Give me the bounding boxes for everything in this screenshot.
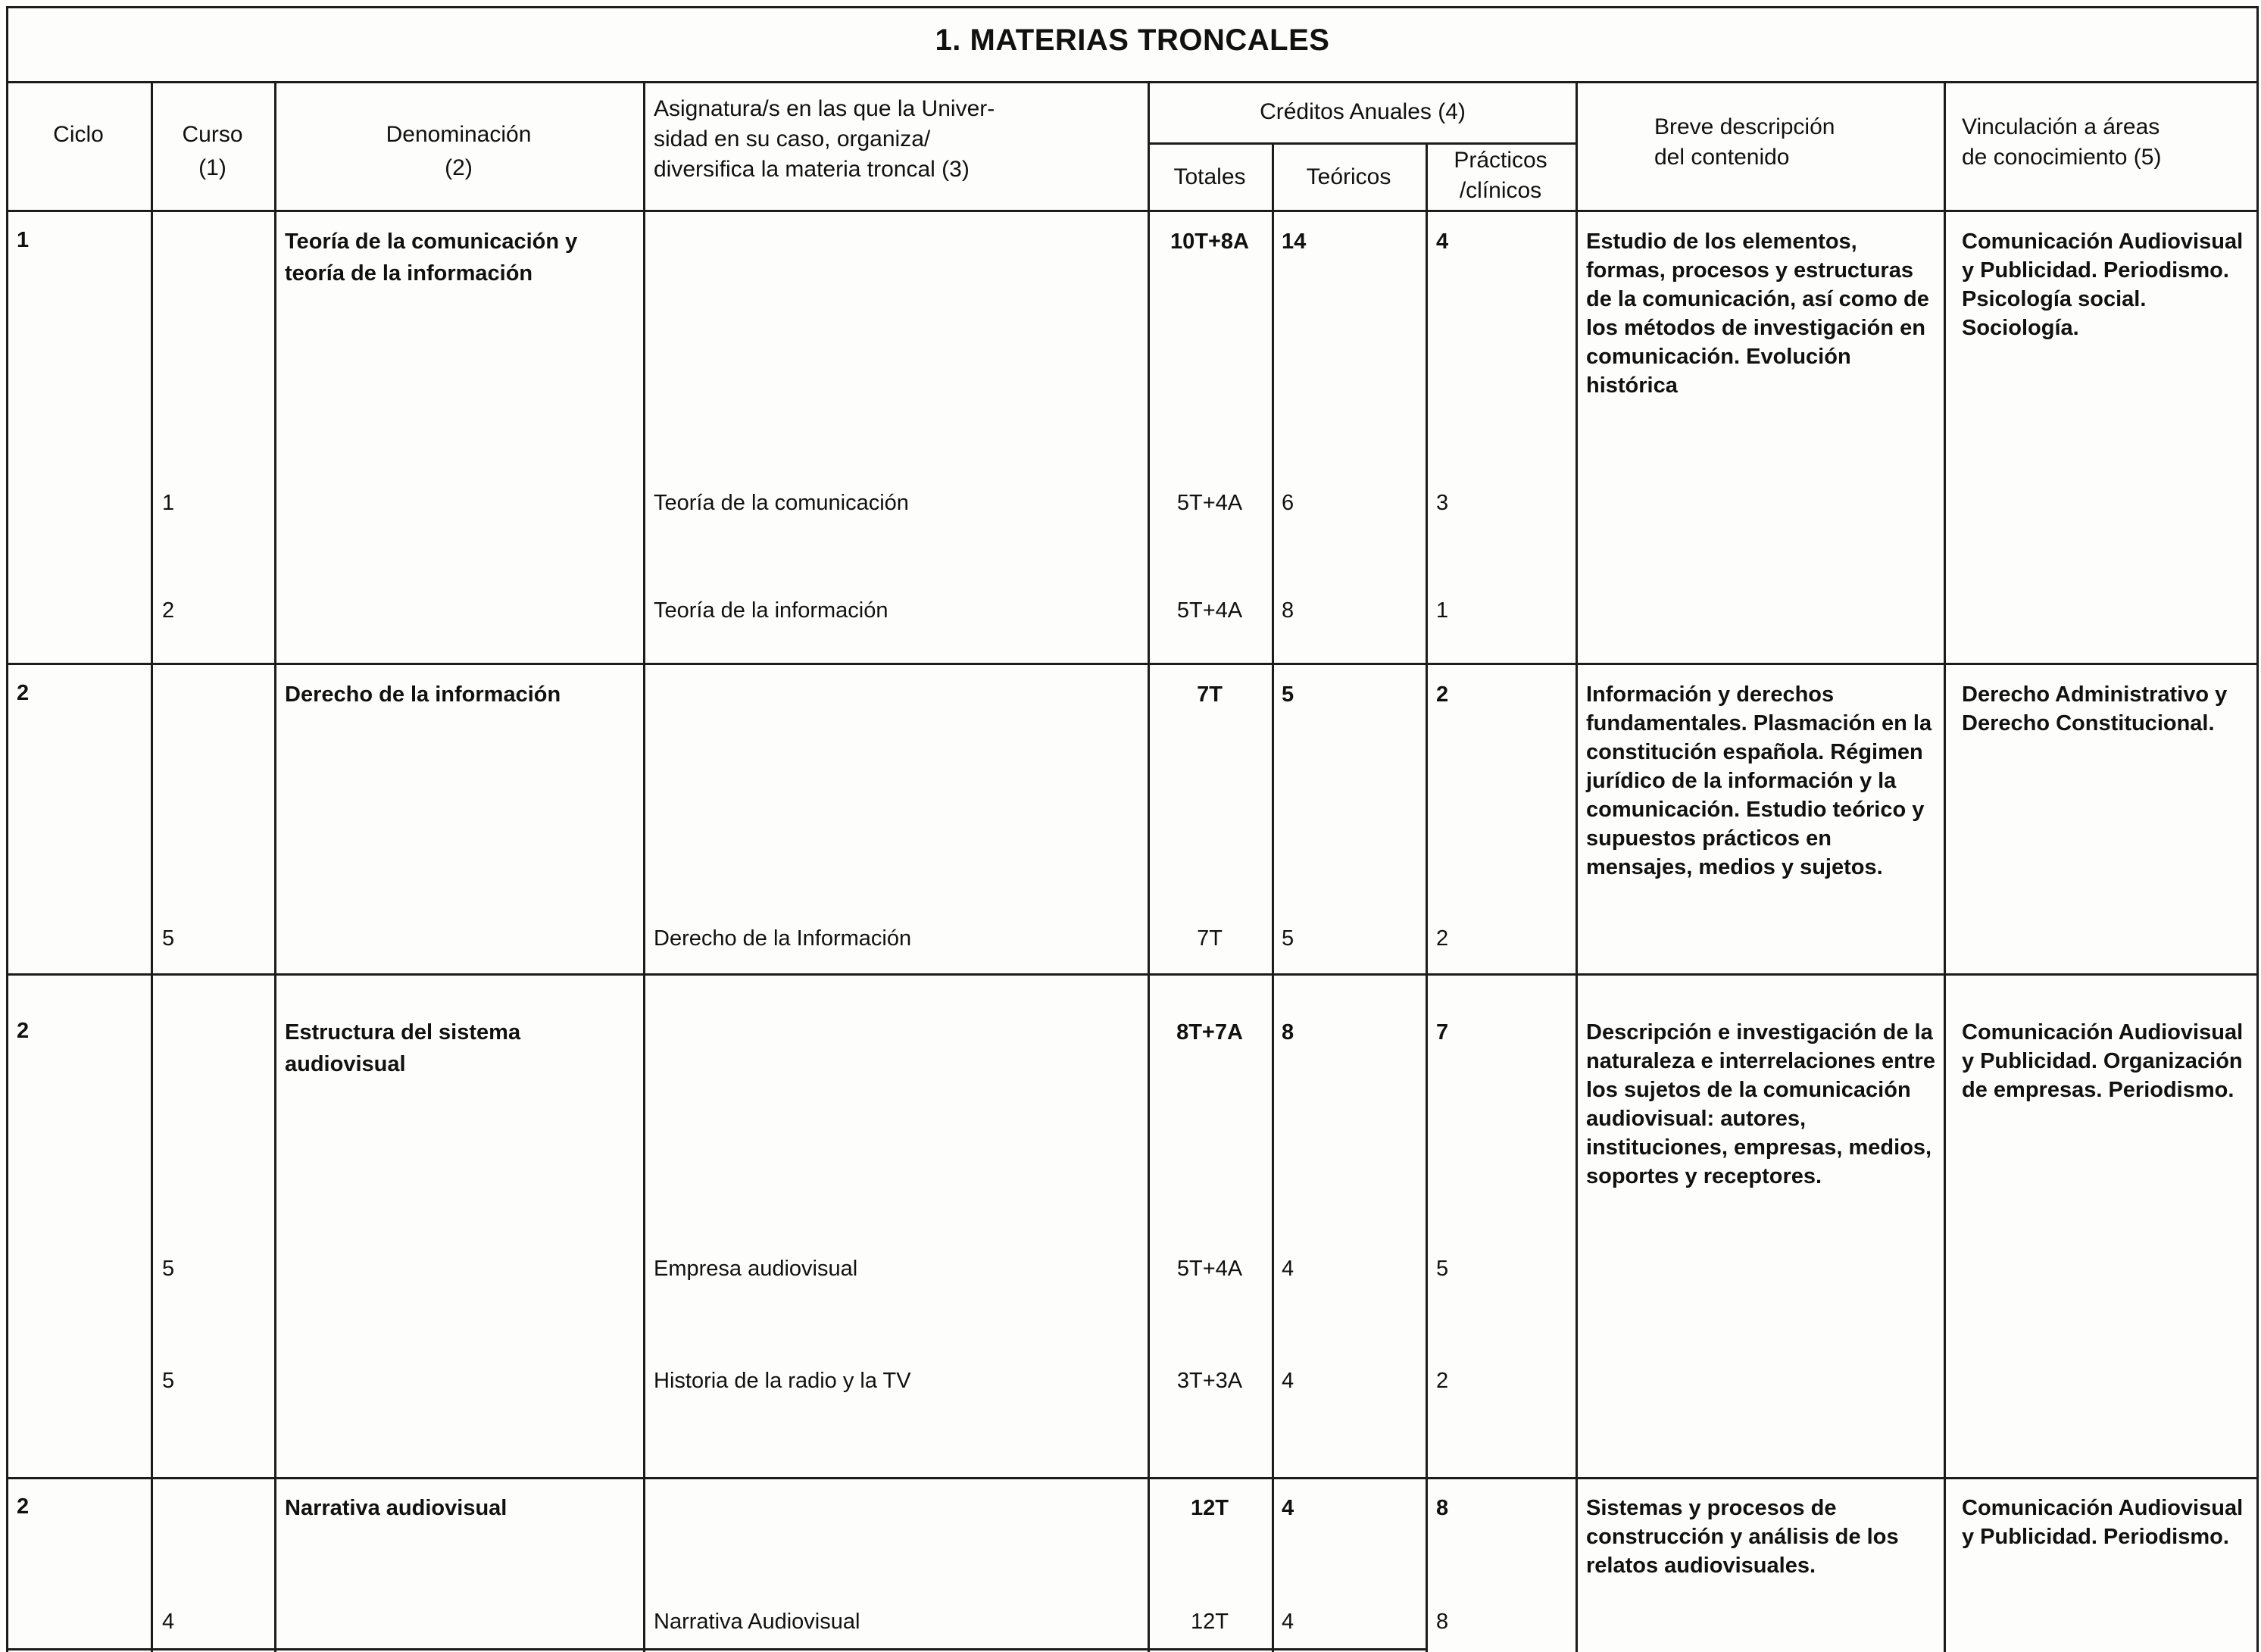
header-vinculacion-line2: de conocimiento (5) (1962, 145, 2162, 170)
block-divider-2 (6, 973, 2259, 976)
subrow-practicos: 8 (1436, 1610, 1449, 1634)
subrow-curso: 1 (162, 491, 175, 515)
subrow-practicos: 2 (1436, 926, 1449, 951)
cell-denominacion: Teoría de la comunicación y teoría de la información (285, 230, 578, 286)
header-creditos-anuales: Créditos Anuales (4) (1260, 99, 1466, 124)
table-border-top (6, 6, 2259, 8)
col-line-curso-denominacion (274, 81, 276, 1652)
col-line-totales-teoricos (1272, 142, 1274, 1652)
cell-teoricos: 5 (1282, 682, 1294, 707)
cell-totales: 7T (1197, 682, 1223, 707)
subrow-curso: 4 (162, 1610, 175, 1634)
col-line-asignatura-totales (1148, 81, 1150, 1652)
cell-vinculacion: Comunicación Audiovisual y Publicidad. Organización de empresas. Periodismo. (1962, 1020, 2244, 1102)
cell-totales: 10T+8A (1170, 230, 1249, 254)
cell-ciclo: 2 (17, 681, 30, 705)
subrow-totales: 5T+4A (1176, 491, 1243, 515)
col-line-practicos-descripcion (1576, 81, 1578, 1652)
header-practicos-line2: /clínicos (1459, 178, 1542, 203)
header-curso: Curso (182, 122, 243, 147)
subrow-practicos: 5 (1436, 1257, 1449, 1281)
cell-ciclo: 1 (17, 228, 30, 252)
subrow-curso: 5 (162, 1369, 175, 1393)
header-bottom-divider (6, 210, 2259, 212)
cell-denominacion: Derecho de la información (285, 682, 561, 707)
header-breve-line2: del contenido (1654, 145, 1790, 170)
subrow-teoricos: 5 (1282, 926, 1294, 951)
creditos-subheader-divider (1148, 142, 1578, 145)
col-line-descripcion-vinculacion (1944, 81, 1946, 1652)
subrow-totales: 5T+4A (1176, 598, 1243, 623)
subrow-practicos: 2 (1436, 1369, 1449, 1393)
subrow-practicos: 3 (1436, 491, 1449, 515)
subrow-curso: 2 (162, 598, 175, 623)
subrow-asignatura: Historia de la radio y la TV (654, 1369, 911, 1393)
cell-denominacion: Narrativa audiovisual (285, 1496, 507, 1520)
page-title: 1. MATERIAS TRONCALES (935, 23, 1330, 57)
col-line-ciclo-curso (151, 81, 153, 1652)
subrow-teoricos: 4 (1282, 1369, 1294, 1393)
cell-practicos: 4 (1436, 230, 1449, 254)
block-divider-3 (6, 1477, 2259, 1479)
cell-vinculacion: Comunicación Audiovisual y Publicidad. Periodismo. (1962, 1496, 2244, 1549)
cell-descripcion: Sistemas y procesos de construcción y análisis de los relatos audiovisuales. (1586, 1496, 1899, 1578)
subrow-asignatura: Derecho de la Información (654, 926, 912, 951)
header-totales: Totales (1173, 164, 1246, 189)
subrow-totales: 3T+3A (1176, 1369, 1243, 1393)
cell-descripcion: Estudio de los elementos, formas, procesos y estructuras de la comunicación, así como de los métodos de investigación en comunicación. Evolución histórica (1586, 230, 1929, 398)
subrow-asignatura: Teoría de la comunicación (654, 491, 909, 515)
header-vinculacion-line1: Vinculación a áreas (1962, 114, 2160, 139)
table-border-left (6, 6, 8, 1652)
header-asignatura-line3: diversifica la materia troncal (3) (654, 157, 970, 182)
subrow-teoricos: 4 (1282, 1610, 1294, 1634)
subrow-teoricos: 8 (1282, 598, 1294, 623)
cell-descripcion: Información y derechos fundamentales. Plasmación en la constitución española. Régimen jurídico de la información y la comunicación. Estudio teórico y supuestos prácticos en mensajes, medios y sujetos. (1586, 682, 1932, 879)
col-line-denominacion-asignatura (643, 81, 645, 1652)
subrow-teoricos: 4 (1282, 1257, 1294, 1281)
subrow-totales: 7T (1197, 926, 1223, 951)
bottom-partial-line (6, 1648, 1427, 1650)
cell-practicos: 2 (1436, 682, 1449, 707)
cell-vinculacion: Derecho Administrativo y Derecho Constitucional. (1962, 682, 2228, 735)
title-divider (6, 81, 2259, 83)
subrow-teoricos: 6 (1282, 491, 1294, 515)
table-border-right (2256, 6, 2259, 1652)
cell-ciclo: 2 (17, 1494, 30, 1519)
cell-practicos: 7 (1436, 1020, 1449, 1045)
header-asignatura-line2: sidad en su caso, organiza/ (654, 126, 931, 151)
subrow-asignatura: Empresa audiovisual (654, 1257, 858, 1281)
header-denominacion: Denominación (386, 122, 532, 147)
block-divider-1 (6, 663, 2259, 665)
cell-practicos: 8 (1436, 1496, 1449, 1520)
subrow-asignatura: Teoría de la información (654, 598, 888, 623)
header-ciclo: Ciclo (53, 122, 104, 147)
cell-teoricos: 8 (1282, 1020, 1294, 1045)
header-denominacion-num: (2) (445, 155, 473, 180)
cell-descripcion: Descripción e investigación de la naturaleza e interrelaciones entre los sujetos de la comunicación audiovisual: autores, instituciones, empresas, medios, soportes y receptores. (1586, 1020, 1935, 1188)
cell-ciclo: 2 (17, 1019, 30, 1043)
header-breve-line1: Breve descripción (1654, 114, 1835, 139)
subrow-practicos: 1 (1436, 598, 1449, 623)
cell-denominacion: Estructura del sistema audiovisual (285, 1020, 521, 1076)
cell-totales: 8T+7A (1176, 1020, 1243, 1045)
header-asignatura-line1: Asignatura/s en las que la Univer- (654, 96, 995, 121)
cell-teoricos: 4 (1282, 1496, 1294, 1520)
subrow-totales: 5T+4A (1176, 1257, 1243, 1281)
header-curso-num: (1) (198, 155, 226, 180)
subrow-asignatura: Narrativa Audiovisual (654, 1610, 860, 1634)
subrow-curso: 5 (162, 926, 175, 951)
cell-totales: 12T (1191, 1496, 1229, 1520)
subrow-totales: 12T (1191, 1610, 1229, 1634)
header-teoricos: Teóricos (1306, 164, 1391, 189)
col-line-teoricos-practicos (1426, 142, 1428, 1652)
header-practicos-line1: Prácticos (1454, 148, 1547, 173)
cell-vinculacion: Comunicación Audiovisual y Publicidad. Periodismo. Psicología social. Sociología. (1962, 230, 2244, 340)
cell-teoricos: 14 (1282, 230, 1307, 254)
subrow-curso: 5 (162, 1257, 175, 1281)
